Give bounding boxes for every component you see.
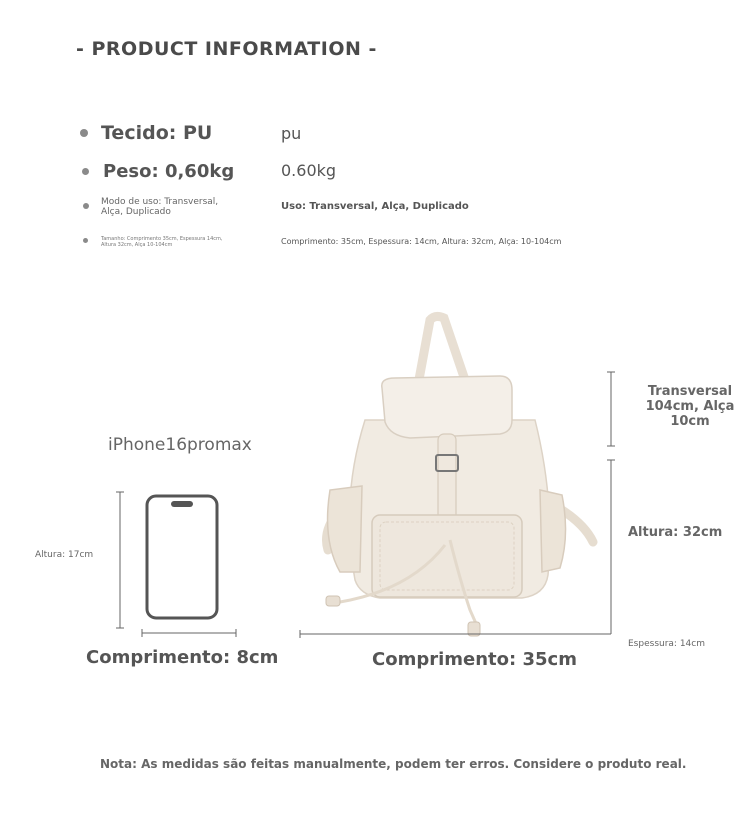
spec-label-weight: Peso: 0,60kg xyxy=(103,161,235,182)
bag-width-label: Comprimento: 35cm xyxy=(372,649,577,670)
phone-outline xyxy=(145,494,219,620)
spec-value-weight: 0.60kg xyxy=(281,161,337,180)
phone-height-label: Altura: 17cm xyxy=(35,550,94,560)
bullet-icon xyxy=(83,203,89,209)
spec-label-usage: Modo de uso: Transversal, Alça, Duplicado xyxy=(101,197,219,217)
measurement-note: Nota: As medidas são feitas manualmente, podem ter erros. Considere o produto real. xyxy=(100,757,687,771)
backpack-dimension-lines xyxy=(296,368,616,640)
spec-label-size: Tamanho: Comprimento 35cm, Espessura 14cm, Altura 32cm, Alça 10-104cm xyxy=(101,236,223,248)
spec-value-fabric: pu xyxy=(281,124,302,143)
spec-label-fabric: Tecido: PU xyxy=(101,122,213,144)
phone-width-label: Comprimento: 8cm xyxy=(86,647,279,668)
section-title: - PRODUCT INFORMATION - xyxy=(76,38,377,60)
phone-model-name: iPhone16promax xyxy=(108,435,252,455)
bullet-icon xyxy=(80,129,88,137)
bullet-icon xyxy=(82,168,89,175)
spec-value-usage: Uso: Transversal, Alça, Duplicado xyxy=(281,201,469,212)
bullet-icon xyxy=(83,238,88,243)
strap-length-label: Transversal 104cm, Alça 10cm xyxy=(645,384,735,429)
bag-depth-label: Espessura: 14cm xyxy=(628,639,705,649)
spec-value-size: Comprimento: 35cm, Espessura: 14cm, Altura: 32cm, Alça: 10-104cm xyxy=(281,237,562,246)
bag-height-label: Altura: 32cm xyxy=(628,525,723,540)
